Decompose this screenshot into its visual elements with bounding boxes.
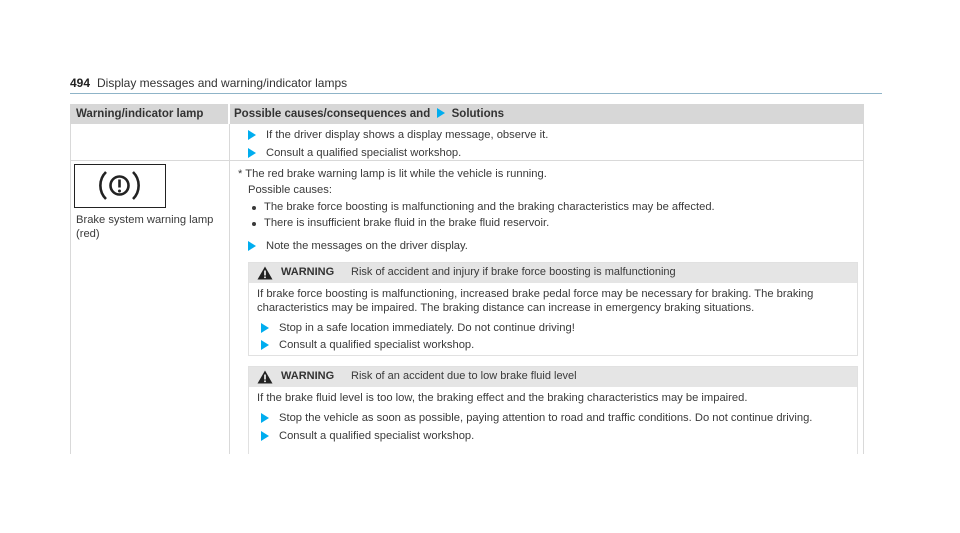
blue-arrow-icon (248, 241, 256, 251)
step-text: Consult a qualified specialist workshop. (266, 147, 462, 159)
blue-arrow-icon (261, 323, 269, 333)
blue-arrow-icon (261, 431, 269, 441)
warning-lamp-table (70, 104, 864, 454)
blue-arrow-icon (248, 148, 256, 158)
warning-label: WARNING (281, 370, 335, 382)
cause-item: There is insufficient brake fluid in the brake fluid reservoir. (264, 217, 550, 229)
warning-label: WARNING (281, 266, 335, 278)
column-header-causes-text: Possible causes/consequences and (234, 108, 431, 120)
header-separator (228, 104, 230, 124)
step-text: Note the messages on the driver display. (266, 240, 468, 252)
intro-text: * The red brake warning lamp is lit while the vehicle is running. (238, 168, 547, 180)
column-header-solutions: Solutions (451, 108, 505, 120)
step-text: If the driver display shows a display message, observe it. (266, 129, 549, 141)
brake-system-warning-icon (75, 165, 164, 206)
blue-arrow-icon (248, 130, 256, 140)
column-divider (229, 124, 230, 454)
warning-header (249, 263, 857, 283)
warning-body: characteristics may be impaired. The braking distance can increase in emergency braking situations. (257, 302, 755, 314)
lamp-caption-color: (red) (76, 228, 100, 240)
cause-item: The brake force boosting is malfunctioning and the braking characteristics may be affected. (264, 201, 715, 213)
bullet-dot (252, 222, 256, 226)
column-header-lamp: Warning/indicator lamp (76, 108, 204, 120)
warning-title: Risk of an accident due to low brake fluid level (351, 370, 577, 382)
lamp-caption: Brake system warning lamp (76, 214, 214, 226)
warning-triangle-icon (257, 266, 273, 280)
blue-arrow-icon (437, 108, 445, 118)
step-text: Stop the vehicle as soon as possible, paying attention to road and traffic conditions. Do not continue driving. (279, 412, 813, 424)
warning-triangle-icon (257, 370, 273, 384)
brake-lamp-symbol (74, 164, 166, 208)
step-text: Consult a qualified specialist workshop. (279, 339, 475, 351)
table-header (70, 104, 864, 124)
warning-header (249, 367, 857, 387)
table-border-right (863, 124, 864, 454)
page-number: 494 (70, 76, 91, 90)
step-text: Consult a qualified specialist workshop. (279, 430, 475, 442)
warning-box (248, 262, 858, 356)
bullet-dot (252, 206, 256, 210)
table-border-left (70, 124, 71, 454)
warning-box (248, 366, 858, 454)
column-header-causes (234, 108, 504, 120)
row-divider (70, 160, 864, 161)
warning-body: If the brake fluid level is too low, the braking effect and the braking characteristics may be impaired. (257, 392, 748, 404)
page-title: Display messages and warning/indicator lamps (97, 76, 348, 90)
causes-label: Possible causes: (248, 184, 332, 196)
warning-title: Risk of accident and injury if brake force boosting is malfunctioning (351, 266, 676, 278)
step-text: Stop in a safe location immediately. Do not continue driving! (279, 322, 575, 334)
blue-arrow-icon (261, 413, 269, 423)
page-header (70, 73, 882, 94)
warning-body: If brake force boosting is malfunctioning, increased brake pedal force may be necessary for braking. The braking (257, 288, 814, 300)
blue-arrow-icon (261, 340, 269, 350)
